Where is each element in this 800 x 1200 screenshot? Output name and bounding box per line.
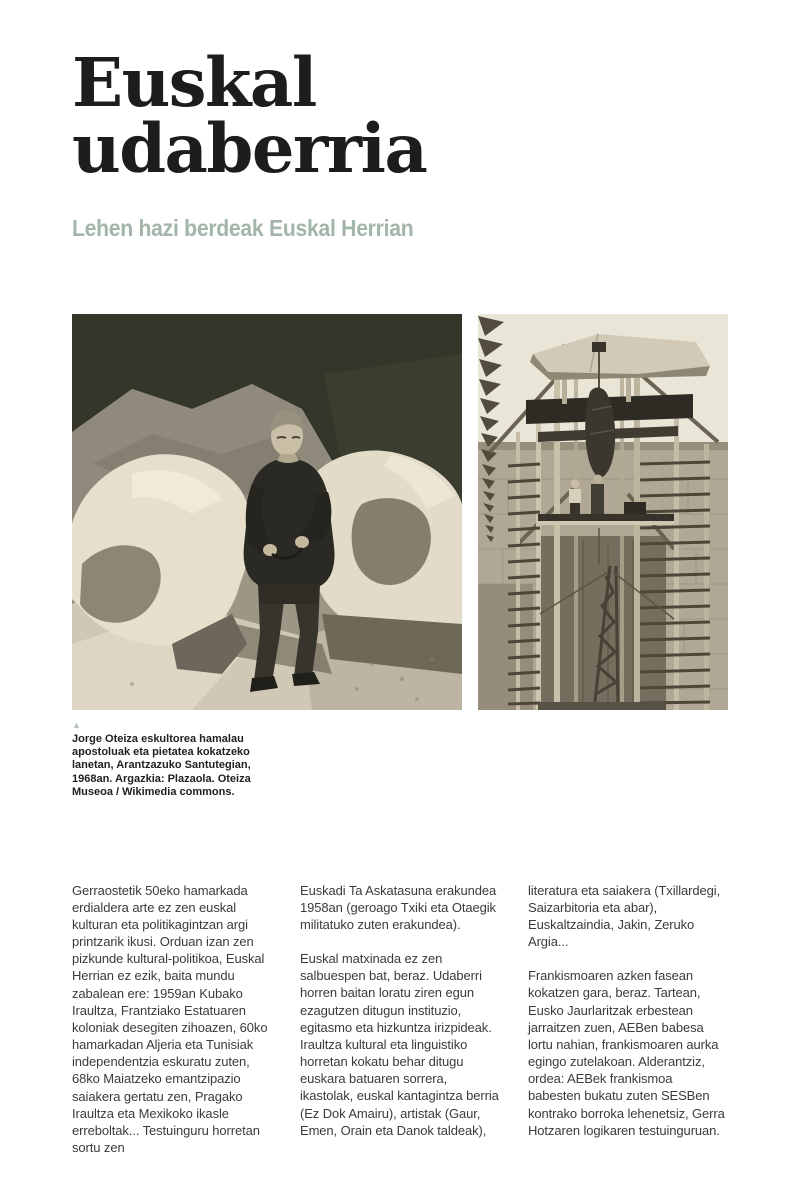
photo-oteiza-sculptures <box>72 314 462 710</box>
figure-row <box>72 314 728 710</box>
body-paragraph: Gerraostetik 50eko hamarkada erdialdera arte ez zen euskal kulturan eta politikagintzan argi printzarik ikusi. Orduan izan zen pizkunde kultural-politikoa, Euskal Herrian ez ezik, baita mundu zabalean ere: 1959an Kubako Iraultza, Frantziako Estatuaren koloniak desegiten zihoazen, 60ko hamarkadan Aljeria eta Tunisiak independentzia eskuratu zuten, 68ko Maiatzeko emantzipazio saiakera gertatu zen, Pragako Iraultza eta Mexikoko ikasle erreboltak... Testuinguru horretan sortu zen <box>72 882 268 1156</box>
photo-caption <box>72 721 258 800</box>
body-paragraph: Frankismoaren azken fasean kokatzen gara, beraz. Tartean, Eusko Jaurlaritzak erbestean jarraitzen zuen, AEBen babesa lortu nahian, frankismoaren aurka egingo zutelakoan. Alderantziz, ordea: AEBek frankismoa babesten bukatu zuten SESBen kontrako borroka lehenetsiz, Gerra Hotzaren logikaren testuinguruan. <box>528 968 725 1138</box>
text-column-2 <box>300 882 500 1157</box>
body-paragraph: Euskadi Ta Askatasuna erakundea 1958an (geroago Txiki eta Otaegik militatuko zuten erakundea). <box>300 882 497 932</box>
caption-text: Jorge Oteiza eskultorea hamalau apostoluak eta pietatea kokatzeko lanetan, Arantzazuko Santutegian, 1968an. Argazkia: Plazaola. Oteiza Museoa / Wikimedia commons. <box>72 732 251 799</box>
text-column-3 <box>528 882 728 1157</box>
text-column-1 <box>72 882 272 1157</box>
title-line: Euskal <box>72 43 316 122</box>
body-paragraph: literatura eta saiakera (Txillardegi, Saizarbitoria eta abar), Euskaltzaindia, Jakin, Zeruko Argia... <box>528 882 721 950</box>
article-columns <box>72 882 728 1157</box>
page-subtitle: Lehen hazi berdeak Euskal Herrian <box>72 214 414 241</box>
body-paragraph: Euskal matxinada ez zen salbuespen bat, beraz. Udaberri horren baitan loratu ziren egun ezagutzen ditugun instituzio, egitasmo eta hizkuntza irizpideak. Iraultza kultural eta linguistiko horretan kokatu behar ditugu euskara batuaren sorrera, ikastolak, euskal kantagintza berria (Ez Dok Amairu), artistak (Gaur, Emen, Orain eta Danok taldeak), <box>300 951 499 1138</box>
photo-arantzazu-scaffolding <box>478 314 728 710</box>
title-line: udaberria <box>72 109 427 189</box>
caption-marker-icon: ▲ <box>72 719 81 730</box>
page-title <box>72 43 728 189</box>
article-header <box>72 43 728 242</box>
